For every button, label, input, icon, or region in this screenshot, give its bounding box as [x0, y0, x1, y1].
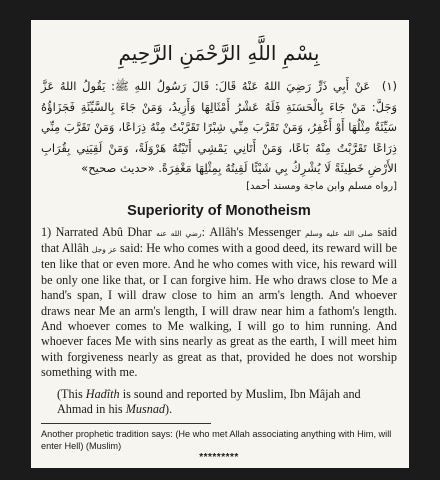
- arabic-hadith-text: [41, 76, 397, 179]
- translation-part-3: said that Allâh: [41, 224, 398, 255]
- arabic-hadith-number: (١): [381, 79, 398, 93]
- note-after: ).: [165, 401, 173, 416]
- translation-part-1: 1) Narrated Abû Dhar: [41, 224, 152, 239]
- english-translation: [41, 225, 397, 381]
- arabic-reference: [رواه مسلم وابن ماجة ومسند أحمد]: [246, 180, 397, 192]
- book-page: [31, 20, 409, 468]
- footnote-divider: [41, 423, 211, 424]
- note-middle: is sound and reported by Muslim, Ibn Mâjah and Ahmad in his: [57, 386, 361, 416]
- bismillah-calligraphy: بِسْمِ اللَّهِ الرَّحْمَنِ الرَّحِيمِ: [118, 41, 320, 65]
- source-note: [57, 387, 397, 418]
- honorific-radiallahu: رضي الله عنه: [156, 228, 202, 238]
- honorific-azza-wajal: عز وجل: [91, 244, 117, 254]
- note-book-musnad: Musnad: [125, 401, 166, 416]
- footnote-text: Another prophetic tradition says: (He who met Allah associating anything with Him, will enter Hell) (Muslim): [41, 429, 392, 451]
- translation-part-2: : Allâh's Messenger: [201, 224, 301, 239]
- note-before: (This: [57, 386, 86, 401]
- honorific-salallahu: صلى الله عليه وسلم: [305, 228, 373, 238]
- section-heading: Superiority of Monotheism: [127, 202, 311, 219]
- arabic-hadith-body: عَنْ أَبِي ذَرٍّ رَضِيَ اللهُ عَنْهُ قَالَ: قَالَ رَسُولُ اللهِ ﷺ: يَقُولُ اللهُ عَزَّ وَجَلَّ: مَنْ جَاءَ بِالْحَسَنَةِ فَلَهُ عَشْرُ أَمْثَالِهَا وَأَزِيدُ، وَمَنْ جَاءَ بِالسَّيِّئَةِ فَجَزَاؤُهُ سَيِّئَةٌ مِثْلُهَا أَوْ أَغْفِرُ، وَمَنْ تَقَرَّبَ مِنِّي شِبْرًا تَقَرَّبْتُ مِنْهُ ذِرَاعًا، وَمَنْ تَقَرَّبَ مِنِّي ذِرَاعًا تَقَرَّبْتُ مِنْهُ بَاعًا، وَمَنْ أَتَانِي يَمْشِي أَتَيْتُهُ هَرْوَلَةً، وَمَنْ لَقِيَنِي بِقُرَابِ الأَرْضِ خَطِيئَةً لَا يُشْرِكُ بِي شَيْئًا لَقِيتُهُ بِمِثْلِهَا مَغْفِرَةً. «حديث صحيح»: [41, 79, 397, 175]
- end-stars-ornament: *********: [199, 452, 239, 464]
- translation-part-4: said: He who comes with a good deed, its reward will be ten like that or even more. And he who comes with vice, his reward will be only one like that, or I can forgive him. He who draws close to Me a hand's span, I will draw close to him an arm's length. And whoever draws near Me an arm's length, I will draw near him a fathom's length. And whoever comes to Me walking, I will go to him running. And whoever faces Me with sins nearly as great as the earth, I will meet him with forgiveness nearly as great as that, provided he does not worship something with me.: [41, 240, 398, 380]
- note-term-hadith: Hadîth: [85, 386, 120, 401]
